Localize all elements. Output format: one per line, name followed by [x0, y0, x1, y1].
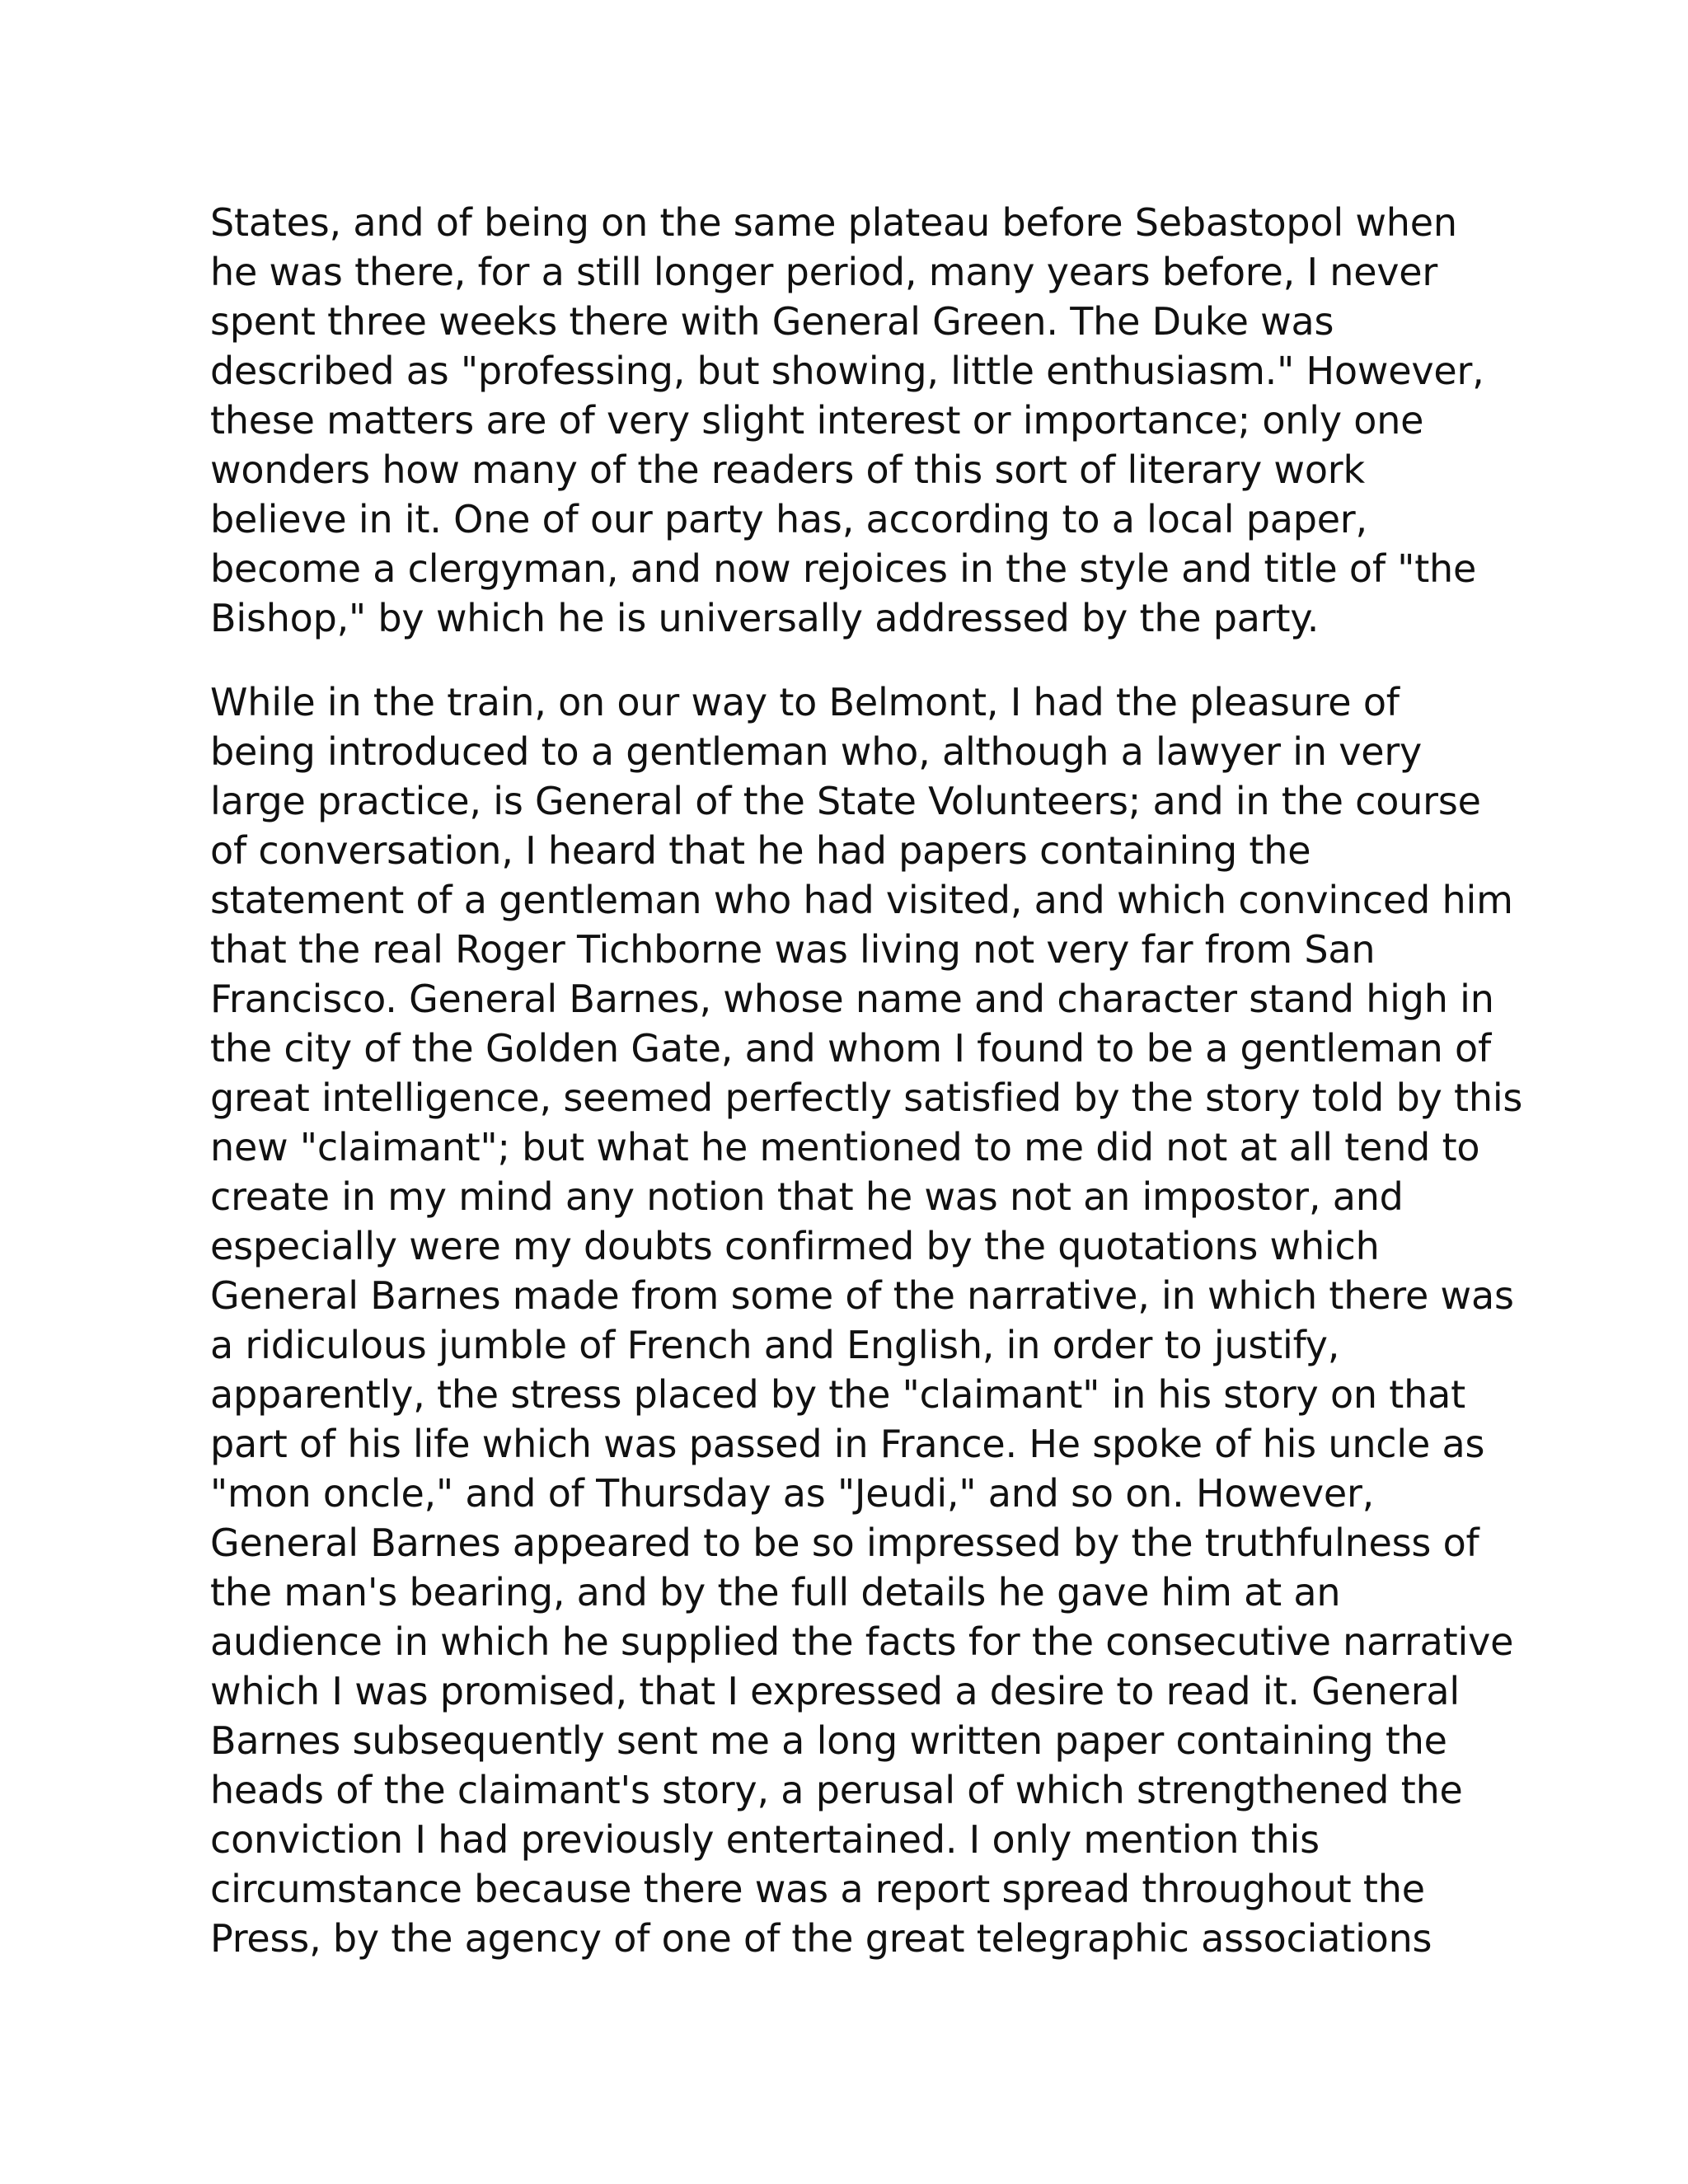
text-line: conviction I had previously entertained. I only mention this [210, 1817, 1320, 1862]
text-line: new "claimant"; but what he mentioned to me did not at all tend to [210, 1125, 1480, 1169]
text-line: that the real Roger Tichborne was living not very far from San [210, 927, 1376, 972]
text-line: being introduced to a gentleman who, although a lawyer in very [210, 729, 1423, 774]
text-line: While in the train, on our way to Belmont, I had the pleasure of [210, 680, 1400, 724]
text-line: create in my mind any notion that he was not an impostor, and [210, 1174, 1404, 1219]
text-line: become a clergyman, and now rejoices in the style and title of "the [210, 546, 1477, 591]
text-line: great intelligence, seemed perfectly satisfied by the story told by this [210, 1076, 1523, 1120]
paragraph-1 [210, 198, 1496, 643]
text-line: of conversation, I heard that he had papers containing the [210, 828, 1311, 873]
text-line: heads of the claimant's story, a perusal of which strengthened the [210, 1768, 1463, 1812]
text-line: the man's bearing, and by the full details he gave him at an [210, 1570, 1341, 1615]
text-line: audience in which he supplied the facts for the consecutive narrative [210, 1619, 1514, 1664]
text-line: these matters are of very slight interest or importance; only one [210, 398, 1424, 443]
text-line: the city of the Golden Gate, and whom I found to be a gentleman of [210, 1026, 1491, 1071]
text-line: described as "professing, but showing, little enthusiasm." However, [210, 349, 1484, 393]
text-line: part of his life which was passed in France. He spoke of his uncle as [210, 1422, 1485, 1466]
text-line: Bishop," by which he is universally addressed by the party. [210, 596, 1320, 640]
text-line: especially were my doubts confirmed by the quotations which [210, 1224, 1380, 1268]
text-line: statement of a gentleman who had visited, and which convinced him [210, 878, 1513, 922]
text-line: circumstance because there was a report spread throughout the [210, 1867, 1425, 1911]
paragraph-spacer [210, 643, 1496, 677]
text-line: General Barnes made from some of the narrative, in which there was [210, 1273, 1514, 1318]
text-line: Francisco. General Barnes, whose name and character stand high in [210, 977, 1494, 1021]
text-line: apparently, the stress placed by the "claimant" in his story on that [210, 1372, 1465, 1417]
text-line: Barnes subsequently sent me a long written paper containing the [210, 1718, 1447, 1763]
text-line: large practice, is General of the State Volunteers; and in the course [210, 779, 1481, 823]
text-line: Press, by the agency of one of the great telegraphic associations [210, 1916, 1432, 1961]
text-line: believe in it. One of our party has, according to a local paper, [210, 497, 1367, 541]
paragraph-2 [210, 677, 1523, 1963]
text-line: General Barnes appeared to be so impressed by the truthfulness of [210, 1521, 1479, 1565]
text-line: "mon oncle," and of Thursday as "Jeudi," and so on. However, [210, 1471, 1375, 1516]
text-line: a ridiculous jumble of French and English, in order to justify, [210, 1323, 1340, 1367]
text-line: which I was promised, that I expressed a desire to read it. General [210, 1669, 1460, 1713]
text-line: he was there, for a still longer period, many years before, I never [210, 250, 1438, 294]
text-line: spent three weeks there with General Green. The Duke was [210, 299, 1334, 344]
text-line: States, and of being on the same plateau before Sebastopol when [210, 200, 1457, 245]
document-page [210, 198, 1523, 1963]
text-line: wonders how many of the readers of this sort of literary work [210, 448, 1365, 492]
